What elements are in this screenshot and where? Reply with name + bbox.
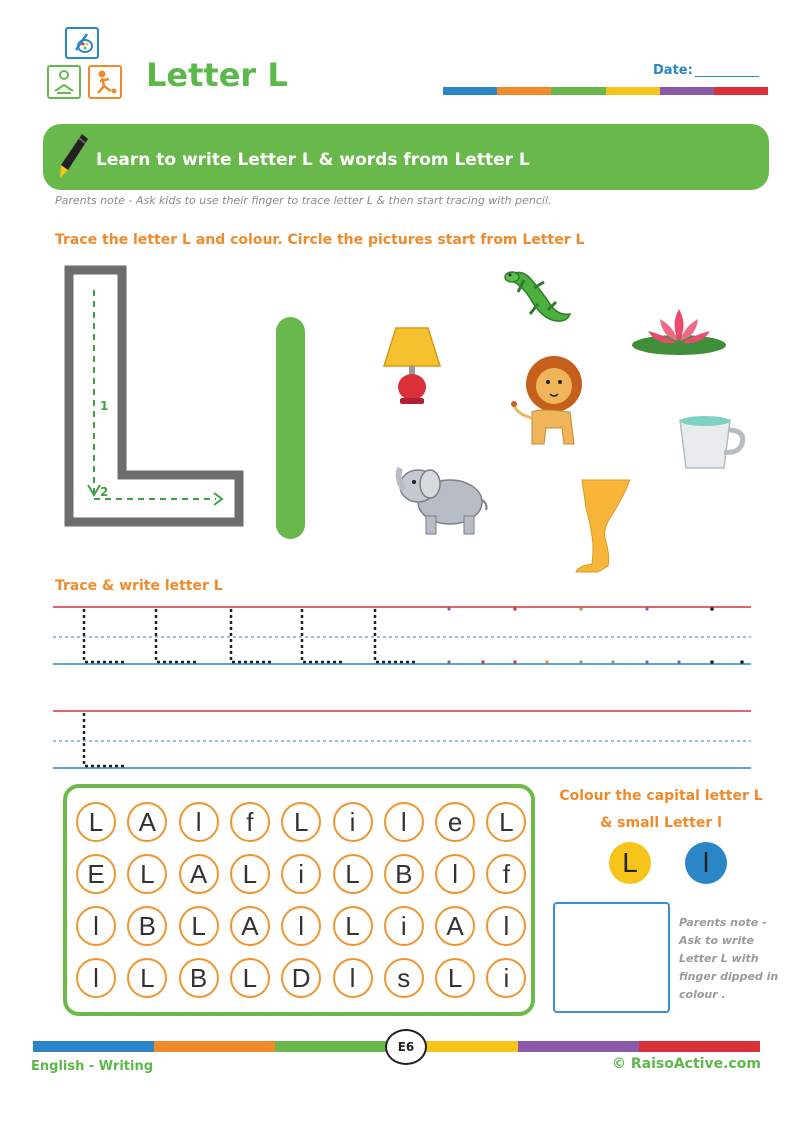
letter-circle[interactable]: A	[127, 802, 167, 842]
write-section-title: Trace & write letter L	[55, 578, 223, 594]
letter-circle[interactable]: A	[179, 854, 219, 894]
colour-title-line1: Colour the capital letter L	[559, 788, 763, 804]
elephant-picture[interactable]	[392, 458, 490, 538]
running-child-icon	[88, 65, 122, 99]
cup-picture[interactable]	[676, 414, 748, 472]
letter-circle[interactable]: L	[333, 854, 373, 894]
letter-circle[interactable]: L	[333, 906, 373, 946]
trace-section-title: Trace the letter L and colour. Circle the pictures start from Letter L	[55, 232, 585, 248]
letter-circle[interactable]: i	[486, 958, 526, 998]
lotus-picture[interactable]	[630, 305, 728, 357]
lizard-picture[interactable]	[500, 264, 576, 332]
letter-circle[interactable]: l	[179, 802, 219, 842]
letter-circle[interactable]: L	[76, 802, 116, 842]
letter-circle[interactable]: L	[486, 802, 526, 842]
letter-circle[interactable]: E	[76, 854, 116, 894]
letter-circle[interactable]: i	[281, 854, 321, 894]
lamp-picture[interactable]	[382, 326, 442, 406]
writing-line-1[interactable]	[53, 600, 753, 672]
letter-circle[interactable]: L	[179, 906, 219, 946]
letter-circle[interactable]: B	[384, 854, 424, 894]
letter-circle[interactable]: f	[486, 854, 526, 894]
letter-circle[interactable]: l	[281, 906, 321, 946]
letter-circle[interactable]: B	[179, 958, 219, 998]
letter-circle[interactable]: A	[435, 906, 475, 946]
finger-writing-box[interactable]	[553, 902, 670, 1013]
parents-note-side: Parents note - Ask to write Letter L with finger dipped in colour .	[679, 916, 779, 1001]
date-label: Date:	[653, 63, 693, 78]
footer-subject: English - Writing	[31, 1059, 154, 1074]
small-l-dot[interactable]: l	[685, 842, 727, 884]
letter-circle[interactable]: l	[333, 958, 373, 998]
letter-circle[interactable]: L	[230, 958, 270, 998]
stroke-label-2: 2	[100, 485, 109, 499]
capital-l-tracing[interactable]	[64, 265, 246, 527]
letter-circle[interactable]: L	[127, 854, 167, 894]
page-number: E6	[385, 1029, 427, 1065]
date-field[interactable]	[695, 76, 759, 77]
marker-pen-icon	[55, 132, 91, 180]
letter-circle[interactable]: B	[127, 906, 167, 946]
lion-picture[interactable]	[510, 354, 590, 452]
letter-circle[interactable]: D	[281, 958, 321, 998]
footer-copyright: © RaisoActive.com	[612, 1056, 761, 1072]
leg-picture[interactable]	[572, 478, 634, 574]
parents-note-top: Parents note - Ask kids to use their finger to trace letter L & then start tracing with pencil.	[55, 194, 552, 207]
header-color-stripe	[443, 87, 768, 95]
letter-circle[interactable]: l	[76, 906, 116, 946]
palette-icon	[65, 27, 99, 59]
letter-circle[interactable]: L	[127, 958, 167, 998]
letter-circle[interactable]: i	[384, 906, 424, 946]
letter-circle[interactable]: A	[230, 906, 270, 946]
page-title: Letter L	[146, 56, 288, 94]
stroke-label-1: 1	[100, 399, 109, 413]
letter-circle[interactable]: l	[486, 906, 526, 946]
letter-circle[interactable]: i	[333, 802, 373, 842]
letter-circle[interactable]: L	[435, 958, 475, 998]
small-l-colouring[interactable]	[276, 317, 305, 539]
colour-title-line2: & small Letter l	[600, 815, 722, 831]
letter-circle[interactable]: e	[435, 802, 475, 842]
letter-circle[interactable]: L	[230, 854, 270, 894]
capital-l-dot[interactable]: L	[609, 842, 651, 884]
letter-circle[interactable]: l	[76, 958, 116, 998]
writing-line-2[interactable]	[53, 704, 753, 774]
banner-text: Learn to write Letter L & words from Letter L	[96, 150, 530, 170]
letter-circle[interactable]: l	[435, 854, 475, 894]
reading-child-icon	[47, 65, 81, 99]
letter-circle[interactable]: s	[384, 958, 424, 998]
letter-circle[interactable]: L	[281, 802, 321, 842]
letter-circle[interactable]: f	[230, 802, 270, 842]
letter-circle[interactable]: l	[384, 802, 424, 842]
